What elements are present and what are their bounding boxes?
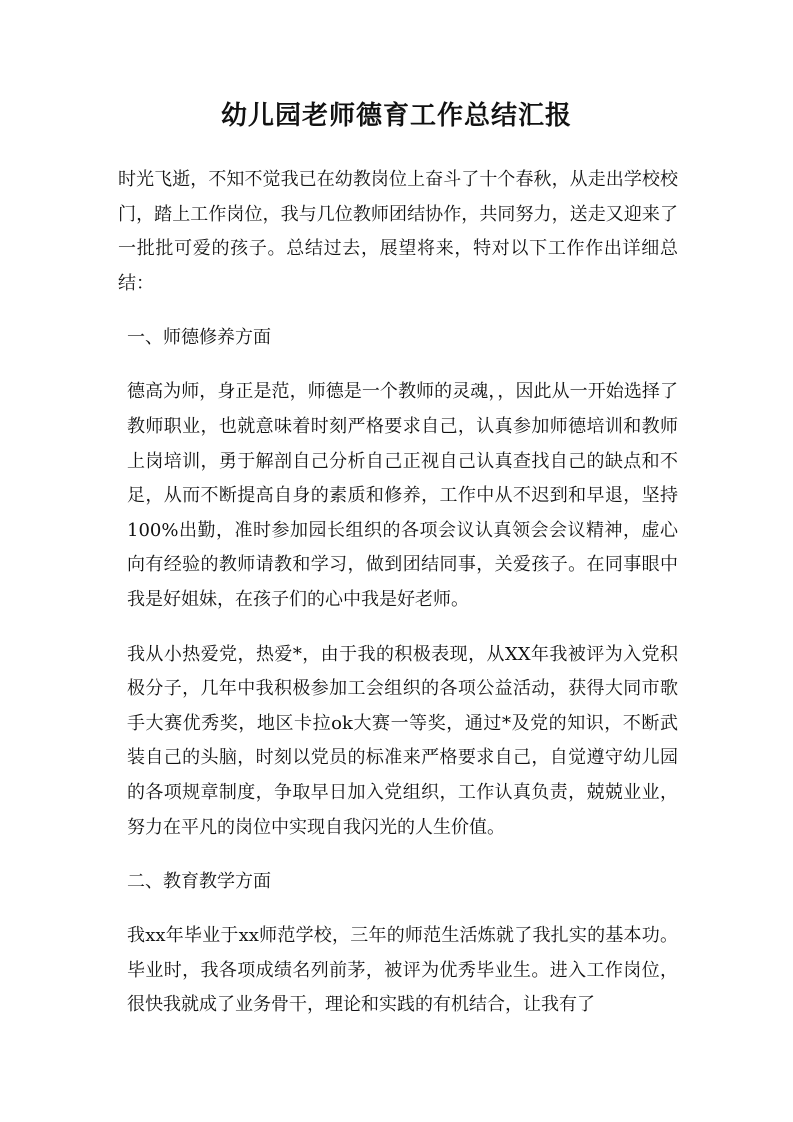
section-1-paragraph-2: 我从小热爱党，热爱*，由于我的积极表现，从XX年我被评为入党积极分子，几年中我积极参加工会组织的各项公益活动，获得大同市歌手大赛优秀奖，地区卡拉ok大赛一等奖，通过*及党的知识，不断武装自己的头脑，时刻以党员的标准来严格要求自己，自觉遵守幼儿园的各项规章制度，争取早日加入党组织，工作认真负责，兢兢业业，努力在平凡的岗位中实现自我闪光的人生价值。 bbox=[127, 643, 678, 838]
section-1-paragraph-1: 德高为师，身正是范，师德是一个教师的灵魂，，因此从一开始选择了教师职业，也就意味着时刻严格要求自己，认真参加师德培训和教师上岗培训，勇于解剖自己分析自己正视自己认真查找自己的缺点和不足，从而不断提高自身的素质和修养，工作中从不迟到和早退，坚持100%出勤，准时参加园长组织的各项会议认真领会会议精神，虚心向有经验的教师请教和学习，做到团结同事，关爱孩子。在同事眼中我是好姐妹，在孩子们的心中我是好老师。 bbox=[127, 381, 678, 610]
section-2-paragraph-1: 我xx年毕业于xx师范学校，三年的师范生活炼就了我扎实的基本功。毕业时，我各项成绩名列前茅，被评为优秀毕业生。进入工作岗位，很快我就成了业务骨干，理论和实践的有机结合，让我有了 bbox=[127, 925, 678, 1016]
document-body bbox=[118, 163, 678, 1043]
section-2-heading: 二、教育教学方面 bbox=[127, 871, 271, 893]
section-1-heading: 一、师德修养方面 bbox=[127, 327, 271, 349]
document-title: 幼儿园老师德育工作总结汇报 bbox=[220, 101, 572, 131]
intro-paragraph: 时光飞逝，不知不觉我已在幼教岗位上奋斗了十个春秋，从走出学校校门，踏上工作岗位，我与几位教师团结协作，共同努力，送走又迎来了一批批可爱的孩子。总结过去，展望将来，特对以下工作作出详细总结： bbox=[118, 169, 678, 294]
